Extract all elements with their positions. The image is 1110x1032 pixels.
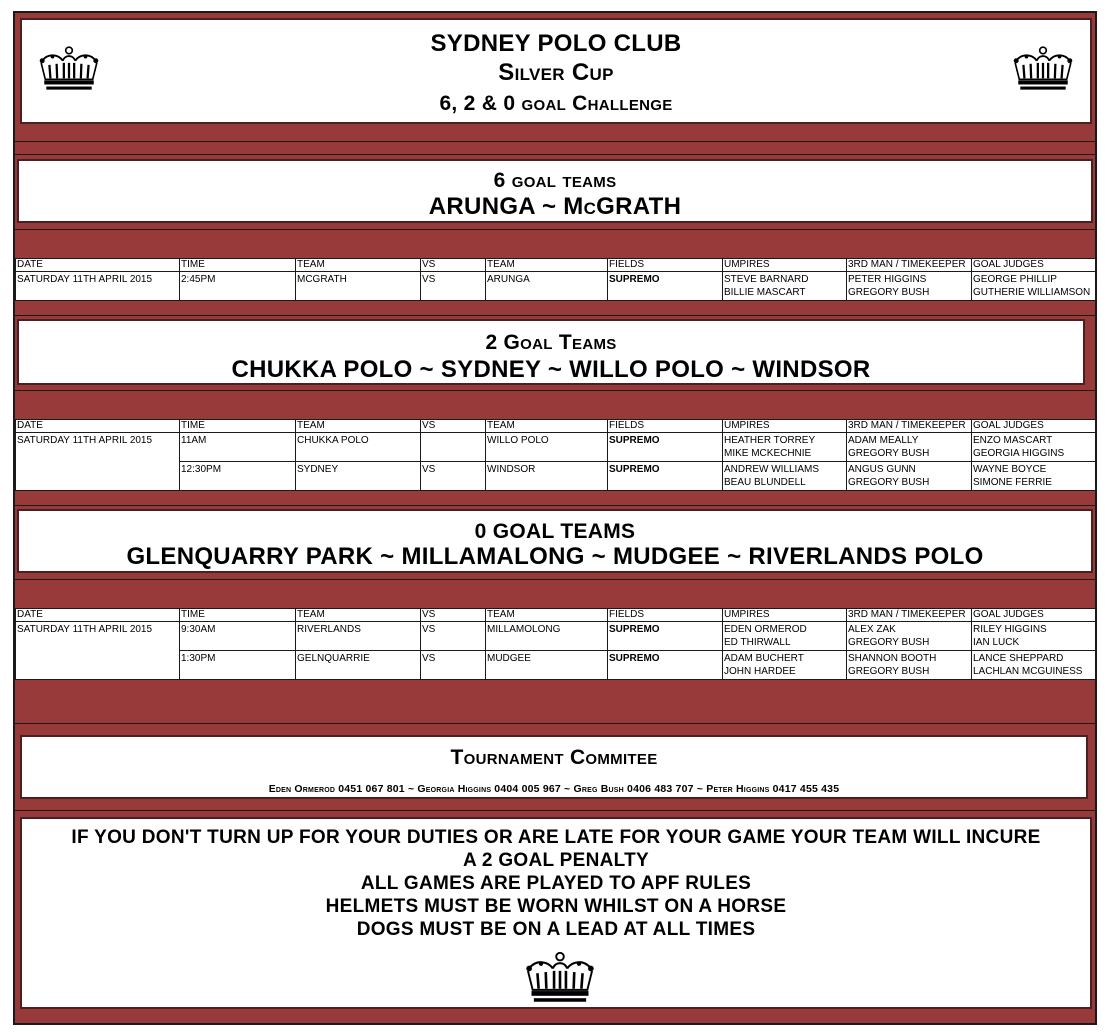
table-cell: VS <box>421 272 486 301</box>
table-cell: VS <box>421 609 486 622</box>
table-cell: DATE <box>16 609 180 622</box>
table-cell <box>847 272 972 301</box>
table-cell: MUDGEE <box>486 651 608 680</box>
table-cell: WILLO POLO <box>486 433 608 462</box>
division-teams: ARUNGA ~ McGRATH <box>428 193 682 220</box>
cell-line: ADAM BUCHERT <box>724 653 804 664</box>
table-cell <box>847 651 972 680</box>
table-cell <box>723 651 847 680</box>
table-header <box>16 259 1096 272</box>
table-header <box>16 609 1096 622</box>
table-cell <box>723 433 847 462</box>
rule-line: DOGS MUST BE ON A LEAD AT ALL TIMES <box>356 919 756 940</box>
division-title: 6 goal teams <box>493 169 617 192</box>
table-cell: TEAM <box>486 420 608 433</box>
division-title: 0 GOAL TEAMS <box>474 520 636 543</box>
table-cell: SUPREMO <box>608 462 723 491</box>
committee-title: Tournament Commitee <box>450 746 658 769</box>
cell-line: GREGORY BUSH <box>848 477 930 488</box>
cell-line: STEVE BARNARD <box>724 274 809 285</box>
table-cell: TEAM <box>296 609 421 622</box>
cell-line: GREGORY BUSH <box>848 637 930 648</box>
table-cell: 3RD MAN / TIMEKEEPER <box>847 609 972 622</box>
table-cell: SUPREMO <box>608 433 723 462</box>
cell-line: BEAU BLUNDELL <box>724 477 806 488</box>
cell-line: IAN LUCK <box>973 637 1020 648</box>
header-panel <box>20 18 1092 124</box>
table-cell <box>723 622 847 651</box>
cell-line: LACHLAN MCGUINESS <box>973 666 1083 677</box>
cell-line: SIMONE FERRIE <box>973 477 1052 488</box>
table-cell <box>972 462 1096 491</box>
rule-line: IF YOU DON'T TURN UP FOR YOUR DUTIES OR ARE LATE FOR YOUR GAME YOUR TEAM WILL INCURE <box>71 827 1041 848</box>
table-cell: VS <box>421 622 486 651</box>
crown-icon <box>522 949 598 1007</box>
table-row <box>16 272 1096 301</box>
cell-line: ADAM MEALLY <box>848 435 919 446</box>
table-cell: SYDNEY <box>296 462 421 491</box>
schedule-table-0-goal <box>15 608 1096 680</box>
rule-line: ALL GAMES ARE PLAYED TO APF RULES <box>360 873 752 894</box>
table-cell: 9:30AM <box>180 622 296 651</box>
table-cell: 1:30PM <box>180 651 296 680</box>
table-cell <box>723 462 847 491</box>
table-cell: RIVERLANDS <box>296 622 421 651</box>
table-cell: VS <box>421 651 486 680</box>
cell-line: EDEN ORMEROD <box>724 624 807 635</box>
table-cell: TIME <box>180 420 296 433</box>
table-cell: FIELDS <box>608 609 723 622</box>
cell-line: GREGORY BUSH <box>848 448 930 459</box>
cell-line: GUTHERIE WILLIAMSON <box>973 287 1091 298</box>
table-cell: SATURDAY 11TH APRIL 2015 <box>16 433 180 491</box>
table-cell: UMPIRES <box>723 420 847 433</box>
table-cell <box>847 622 972 651</box>
committee-panel <box>20 735 1088 799</box>
table-cell: MCGRATH <box>296 272 421 301</box>
division-teams: GLENQUARRY PARK ~ MILLAMALONG ~ MUDGEE ~ RIVERLANDS POLO <box>126 543 984 570</box>
table-cell: TEAM <box>296 259 421 272</box>
table-header <box>16 420 1096 433</box>
table-cell: GOAL JUDGES <box>972 420 1096 433</box>
cell-line: JOHN HARDEE <box>724 666 796 677</box>
table-cell: SUPREMO <box>608 272 723 301</box>
table-cell: GELNQUARRIE <box>296 651 421 680</box>
table-cell: TEAM <box>296 420 421 433</box>
cell-line: ENZO MASCART <box>973 435 1053 446</box>
cup-title: Silver Cup <box>498 59 614 86</box>
poster-frame <box>13 11 1097 1025</box>
cell-line: RILEY HIGGINS <box>973 624 1047 635</box>
challenge-title: 6, 2 & 0 goal Challenge <box>439 92 673 115</box>
rules-panel <box>20 817 1092 1009</box>
table-cell: GOAL JUDGES <box>972 259 1096 272</box>
table-cell: SATURDAY 11TH APRIL 2015 <box>16 622 180 680</box>
table-cell: WINDSOR <box>486 462 608 491</box>
table-cell: VS <box>421 420 486 433</box>
table-cell: VS <box>421 462 486 491</box>
table-cell: 11AM <box>180 433 296 462</box>
table-cell: 2:45PM <box>180 272 296 301</box>
table-cell: TIME <box>180 609 296 622</box>
cell-line: WAYNE BOYCE <box>973 464 1047 475</box>
table-cell: SUPREMO <box>608 622 723 651</box>
table-cell: VS <box>421 259 486 272</box>
rule-line: HELMETS MUST BE WORN WHILST ON A HORSE <box>325 896 787 917</box>
table-cell <box>972 622 1096 651</box>
cell-line: HEATHER TORREY <box>724 435 816 446</box>
cell-line: ANDREW WILLIAMS <box>724 464 820 475</box>
division-6-goal-panel <box>17 159 1093 223</box>
table-cell <box>723 272 847 301</box>
table-cell: SATURDAY 11TH APRIL 2015 <box>16 272 180 301</box>
cell-line: GREGORY BUSH <box>848 287 930 298</box>
table-cell <box>421 433 486 462</box>
table-cell <box>847 433 972 462</box>
table-cell <box>972 651 1096 680</box>
table-cell: DATE <box>16 259 180 272</box>
cell-line: BILLIE MASCART <box>724 287 806 298</box>
cell-line: ANGUS GUNN <box>848 464 916 475</box>
table-cell: TEAM <box>486 609 608 622</box>
cell-line: LANCE SHEPPARD <box>973 653 1064 664</box>
table-cell <box>972 433 1096 462</box>
cell-line: GREGORY BUSH <box>848 666 930 677</box>
committee-contacts: Eden Ormerod 0451 067 801 ~ Georgia Higgins 0404 005 967 ~ Greg Bush 0406 483 707 ~ Peter Higgins 0417 455 435 <box>268 783 840 795</box>
cell-line: GEORGIA HIGGINS <box>973 448 1065 459</box>
table-cell: 3RD MAN / TIMEKEEPER <box>847 259 972 272</box>
rule-line: A 2 GOAL PENALTY <box>462 850 650 871</box>
table-cell: UMPIRES <box>723 609 847 622</box>
table-row <box>16 433 1096 462</box>
table-cell: 3RD MAN / TIMEKEEPER <box>847 420 972 433</box>
rules-text <box>22 826 1090 941</box>
table-cell: TIME <box>180 259 296 272</box>
cell-line: ALEX ZAK <box>848 624 896 635</box>
division-2-goal-panel <box>17 319 1085 385</box>
cell-line: ED THIRWALL <box>724 637 791 648</box>
table-row <box>16 622 1096 651</box>
table-cell: FIELDS <box>608 259 723 272</box>
table-cell <box>972 272 1096 301</box>
cell-line: PETER HIGGINS <box>848 274 927 285</box>
table-cell: DATE <box>16 420 180 433</box>
table-cell: MILLAMOLONG <box>486 622 608 651</box>
table-cell <box>847 462 972 491</box>
division-0-goal-panel <box>17 509 1093 573</box>
table-cell: ARUNGA <box>486 272 608 301</box>
cell-line: MIKE MCKECHNIE <box>724 448 812 459</box>
table-cell: FIELDS <box>608 420 723 433</box>
table-cell: UMPIRES <box>723 259 847 272</box>
club-title: SYDNEY POLO CLUB <box>430 30 682 57</box>
table-cell: GOAL JUDGES <box>972 609 1096 622</box>
division-title: 2 Goal Teams <box>485 331 617 354</box>
schedule-table-2-goal <box>15 419 1096 491</box>
cell-line: SHANNON BOOTH <box>848 653 937 664</box>
cell-line: GEORGE PHILLIP <box>973 274 1057 285</box>
table-cell: TEAM <box>486 259 608 272</box>
table-cell: SUPREMO <box>608 651 723 680</box>
schedule-table-6-goal <box>15 258 1096 301</box>
table-cell: 12:30PM <box>180 462 296 491</box>
division-teams: CHUKKA POLO ~ SYDNEY ~ WILLO POLO ~ WINDSOR <box>231 356 871 383</box>
table-cell: CHUKKA POLO <box>296 433 421 462</box>
